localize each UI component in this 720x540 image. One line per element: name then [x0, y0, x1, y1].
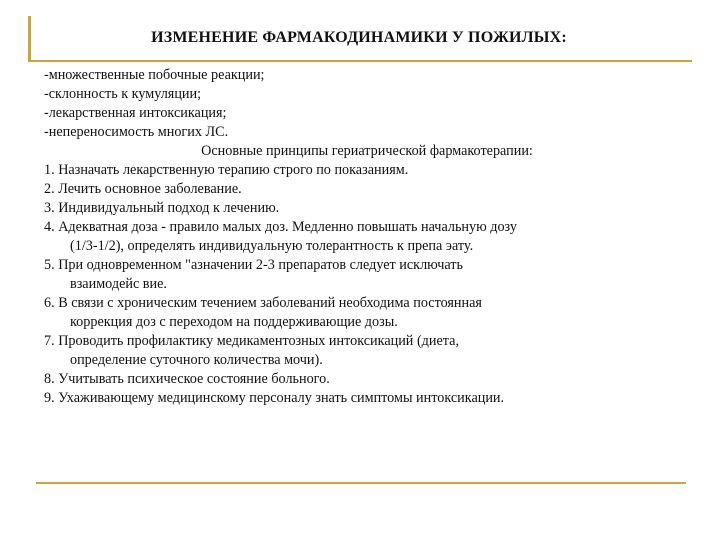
principle-item: 1. Назначать лекарственную терапию строго по показаниям. — [44, 162, 409, 178]
principle-item: 6. В связи с хроническим течением заболеваний необходима постоянная — [44, 295, 482, 311]
bullet-item: -непереносимость многих ЛС. — [44, 124, 229, 140]
principle-item-continuation: коррекция доз с переходом на поддерживающие дозы. — [70, 314, 398, 330]
principle-item-continuation: определение суточного количества мочи). — [70, 352, 323, 368]
footer-rule — [36, 482, 686, 484]
bullet-item: -склонность к кумуляции; — [44, 86, 202, 102]
slide-title: ИЗМЕНЕНИЕ ФАРМАКОДИНАМИКИ У ПОЖИЛЫХ: — [151, 29, 567, 46]
principle-item: 8. Учитывать психическое состояние больного. — [44, 371, 330, 387]
title-left-rule — [28, 16, 31, 62]
principle-item-continuation: (1/3-1/2), определять индивидуальную толерантность к препа эату. — [70, 238, 474, 254]
principle-item: 2. Лечить основное заболевание. — [44, 181, 242, 197]
title-bottom-rule — [28, 60, 692, 62]
principle-item: 7. Проводить профилактику медикаментозных интоксикаций (диета, — [44, 333, 459, 349]
bullet-item: -лекарственная интоксикация; — [44, 105, 227, 121]
principle-item: 9. Ухаживающему медицинскому персоналу знать симптомы интоксикации. — [44, 390, 505, 406]
principle-item: 5. При одновременном "азначении 2-3 препаратов следует исключать — [44, 257, 463, 273]
slide-body — [44, 66, 690, 408]
bullet-item: -множественные побочные реакции; — [44, 67, 265, 83]
principle-item-continuation: взаимодейс вие. — [70, 276, 167, 292]
principles-heading: Основные принципы гериатрической фармакотерапии: — [201, 143, 533, 159]
principle-item: 3. Индивидуальный подход к лечению. — [44, 200, 280, 216]
principle-item: 4. Адекватная доза - правило малых доз. Медленно повышать начальную дозу — [44, 219, 517, 235]
